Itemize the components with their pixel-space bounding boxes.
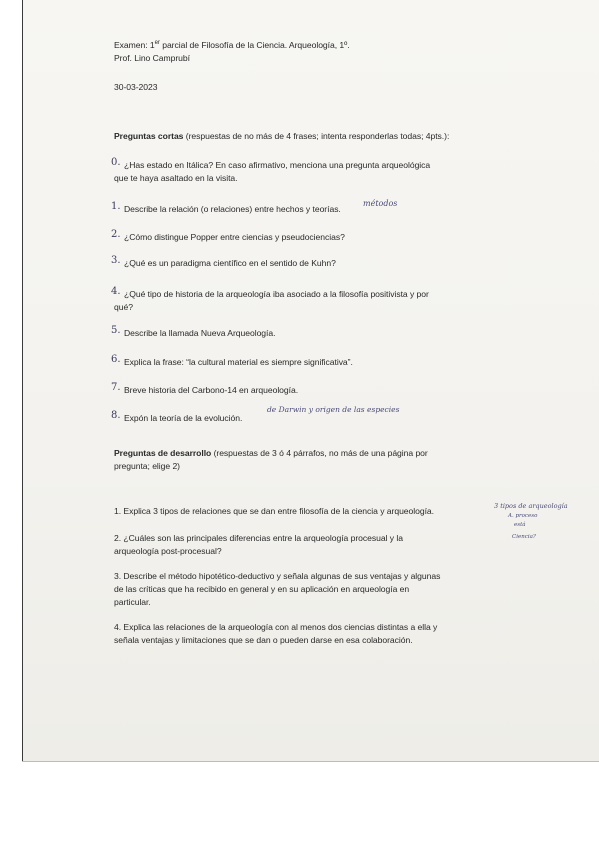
short-question-5: Describe la llamada Nueva Arqueología. (124, 328, 276, 338)
long-question-4-cont: señala ventajas y limitaciones que se dan o pueden darse en esa colaboración. (114, 635, 413, 645)
long-question-2: 2. ¿Cuáles son las principales diferencias entre la arqueología procesual y la (114, 533, 403, 543)
long-question-2-cont: arqueología post-procesual? (114, 546, 222, 556)
long-question-4: 4. Explica las relaciones de la arqueología con al menos dos ciencias distintas a ella y (114, 622, 438, 632)
short-question-4: ¿Qué tipo de historia de la arqueología iba asociado a la filosofía positivista y por (124, 289, 429, 299)
long-questions-heading: Preguntas de desarrollo (respuestas de 3 ó 4 párrafos, no más de una página por (114, 448, 428, 458)
long-question-1: 1. Explica 3 tipos de relaciones que se dan entre filosofía de la ciencia y arqueología. (114, 506, 434, 516)
exam-paper (22, 0, 599, 762)
question-marker: 5. (111, 325, 121, 336)
handwritten-margin-note: A. proceso (508, 513, 538, 519)
short-question-7: Breve historia del Carbono-14 en arqueología. (124, 385, 299, 395)
handwritten-note-q8: de Darwin y origen de las especies (267, 405, 400, 414)
handwritten-margin-note: Ciencia? (512, 534, 536, 540)
short-question-1: Describe la relación (o relaciones) entre hechos y teorías. (124, 204, 341, 214)
handwritten-note-q1: métodos (363, 199, 398, 208)
question-marker: 4. (111, 286, 121, 297)
long-question-3-cont2: particular. (114, 597, 151, 607)
question-marker: 7. (111, 382, 121, 393)
page-edge (22, 0, 23, 762)
short-question-0: ¿Has estado en Itálica? En caso afirmativo, menciona una pregunta arqueológica (124, 160, 431, 170)
handwritten-margin-note: 3 tipos de arqueología (494, 502, 568, 510)
page-bottom-edge (22, 761, 599, 762)
long-question-3: 3. Describe el método hipotético-deductivo y señala algunas de sus ventajas y algunas (114, 571, 441, 581)
question-marker: 1. (111, 201, 121, 212)
long-questions-heading-cont: pregunta; elige 2) (114, 461, 180, 471)
short-question-2: ¿Cómo distingue Popper entre ciencias y pseudociencias? (124, 232, 345, 242)
short-question-3: ¿Qué es un paradigma científico en el sentido de Kuhn? (124, 258, 336, 268)
question-marker: 3. (111, 255, 121, 266)
short-questions-heading: Preguntas cortas (respuestas de no más de 4 frases; intenta responderlas todas; 4pts.): (114, 131, 450, 141)
exam-date: 30-03-2023 (114, 82, 158, 92)
question-marker: 8. (111, 410, 121, 421)
short-question-4-cont: qué? (114, 302, 133, 312)
long-question-3-cont: de las críticas que ha recibido en general y en su aplicación en arqueología en (114, 584, 410, 594)
short-question-0-cont: que te haya asaltado en la visita. (114, 173, 238, 183)
exam-title: Examen: 1er parcial de Filosofía de la Ciencia. Arqueología, 1º. (114, 40, 350, 50)
short-question-6: Explica la frase: “la cultural material es siempre significativa”. (124, 357, 353, 367)
professor-name: Prof. Lino Camprubí (114, 53, 190, 63)
question-marker: 6. (111, 354, 121, 365)
question-marker: 0. (111, 157, 121, 168)
handwritten-margin-note: está (514, 522, 526, 528)
short-question-8: Expón la teoría de la evolución. (124, 413, 243, 423)
question-marker: 2. (111, 229, 121, 240)
